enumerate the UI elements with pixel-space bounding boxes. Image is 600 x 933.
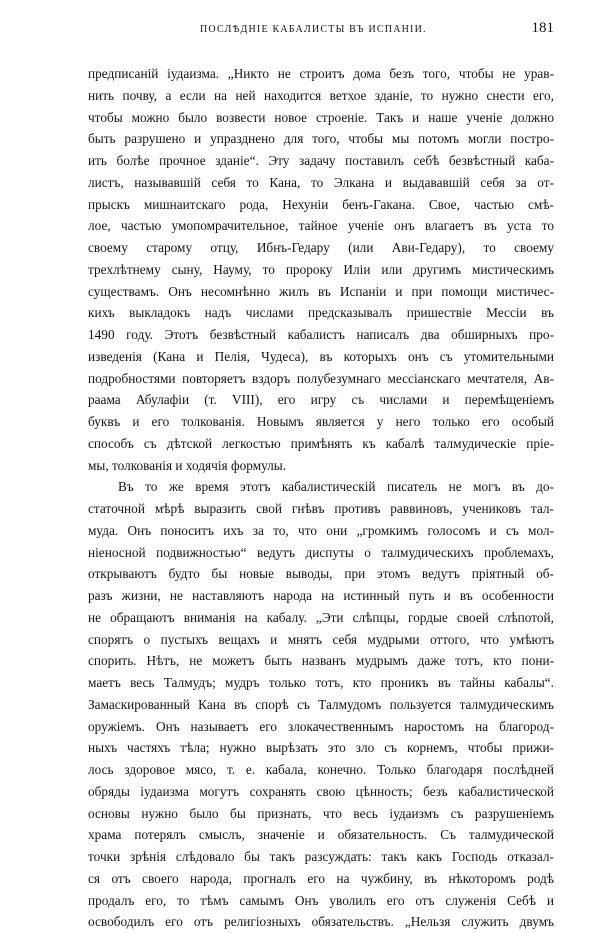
- text-line: прыскъ мишнаитскаго рода, Нехуніи бенъ-Гакана. Свое, частью смѣ-: [88, 196, 554, 212]
- text-line: листъ, называвшій себя то Кана, то Элкана и выдававшій себя за от-: [88, 174, 554, 190]
- text-line: Замаскированный Кана въ спорѣ съ Талмудомъ пользуется талмудическимъ: [88, 696, 554, 712]
- text-line: ить болѣе прочное зданіе“. Эту задачу поставилъ себѣ безвѣстный каба-: [88, 153, 554, 168]
- text-line: спорятъ о пустыхъ вещахъ и мнятъ себя мудрыми оттого, что умѣютъ: [88, 631, 554, 647]
- text-line: подробностями повторяетъ вздоръ полубезумнаго мессіанскаго мечтателя, Ав-: [88, 370, 554, 386]
- text-line: лое, частью умопомрачительное, тайное ученіе онъ влагаетъ въ уста то: [88, 218, 554, 234]
- text-line: 1490 году. Этотъ безвѣстный кабалистъ написалъ два обширныхъ про-: [88, 327, 554, 342]
- text-line: быть разрушено и упразднено для того, чтобы мы потомъ могли постро-: [88, 131, 554, 147]
- body-text: [88, 63, 554, 933]
- text-line: своему старому отцу, Ибнъ-Гедару (или Ави-Гедару), то своему: [88, 240, 554, 255]
- text-line: трехлѣтнему сыну, Науму, то пророку Иліи или другимъ мистическимъ: [88, 261, 554, 277]
- running-title: ПОСЛѢДНІЕ КАБАЛИСТЫ ВЪ ИСПАНІИ.: [200, 24, 427, 35]
- text-line: муда. Онъ поноситъ ихъ за то, что они „громкимъ голосомъ и съ мол-: [88, 522, 554, 538]
- text-line: открываютъ будто бы новые выводы, при этомъ ведутъ пріятный об-: [88, 566, 554, 582]
- text-line: храма потерялъ смыслъ, значеніе и обязательность. Съ талмудической: [88, 827, 554, 843]
- text-line: Въ то же время этотъ кабалистическій писатель не могъ въ до-: [118, 479, 554, 495]
- text-line: мы, толкованія и ходячія формулы.: [88, 457, 287, 473]
- text-line: освободилъ его отъ религіозныхъ обязательствъ. „Нельзя служить двумъ: [88, 914, 554, 930]
- text-line: продалъ его, то тѣмъ самымъ Онъ уволилъ его отъ служенія Себѣ и: [88, 892, 554, 908]
- text-line: способъ съ дѣтской легкостью примѣнять къ кабалѣ талмудическіе пріе-: [88, 435, 554, 451]
- text-line: обряды іудаизма могутъ сохранять свою цѣнность; безъ кабалистической: [88, 783, 554, 799]
- text-line: чтобы можно было возвести новое строеніе. Такъ и наше ученіе должно: [88, 109, 554, 125]
- text-line: оружіемъ. Онъ называетъ его злокачественнымъ наростомъ на благород-: [88, 718, 554, 734]
- text-line: кихъ выкладокъ надъ числами предсказывалъ пришествіе Мессіи въ: [88, 305, 554, 321]
- text-line: нить почву, а если на ней находится ветхое зданіе, то нужно снести его,: [88, 87, 554, 103]
- text-line: раама Абулафіи (т. VIII), его игру съ числами и перемѣщеніемъ: [88, 392, 554, 408]
- text-line: основы нужно было бы признать, что весь іудаизмъ съ разрушеніемъ: [88, 805, 554, 821]
- text-line: точки зрѣнія слѣдовало бы такъ разсуждать: такъ какъ Господь отказал-: [88, 849, 554, 864]
- text-line: ніеносной подвижностью“ ведутъ диспуты о талмудическихъ проблемахъ,: [88, 544, 554, 560]
- text-line: не обращаютъ вниманія на кабалу. „Эти слѣпцы, гордые своей слѣпотой,: [88, 609, 554, 625]
- text-line: статочной мѣрѣ выразить свой гнѣвъ противъ раввиновъ, учениковъ тал-: [88, 501, 554, 516]
- text-line: предписаній іудаизма. „Никто не строитъ дома безъ того, чтобы не урав-: [88, 66, 554, 81]
- text-line: маетъ весь Талмудъ; мудръ только тотъ, кто проникъ въ тайны кабалы“.: [88, 675, 554, 690]
- text-line: лось здоровое мясо, т. е. кабала, конечно. Только благодаря послѣдней: [88, 762, 554, 777]
- text-line: изведенія (Кана и Пелія, Чудеса), въ которыхъ онъ съ утомительными: [88, 348, 554, 364]
- text-line: ся отъ своего народа, прогналъ его на чужбину, въ нѣкоторомъ родѣ: [88, 870, 554, 886]
- page-number: 181: [531, 20, 554, 36]
- text-line: разъ жизни, не наставляютъ народа на истинный путь и въ особенности: [88, 588, 554, 603]
- text-line: спорить. Нѣтъ, не можетъ быть названъ мудрымъ даже тотъ, кто пони-: [88, 653, 554, 669]
- text-line: буквъ и его толкованія. Новымъ является у него только его особый: [88, 414, 554, 429]
- text-line: существамъ. Онъ несомнѣнно жилъ въ Испаніи и при помощи мистичес-: [88, 283, 554, 299]
- text-line: ныхъ частяхъ тѣла; нужно вырѣзать это зло съ корнемъ, чтобы прижи-: [88, 740, 554, 756]
- running-head: [88, 20, 554, 40]
